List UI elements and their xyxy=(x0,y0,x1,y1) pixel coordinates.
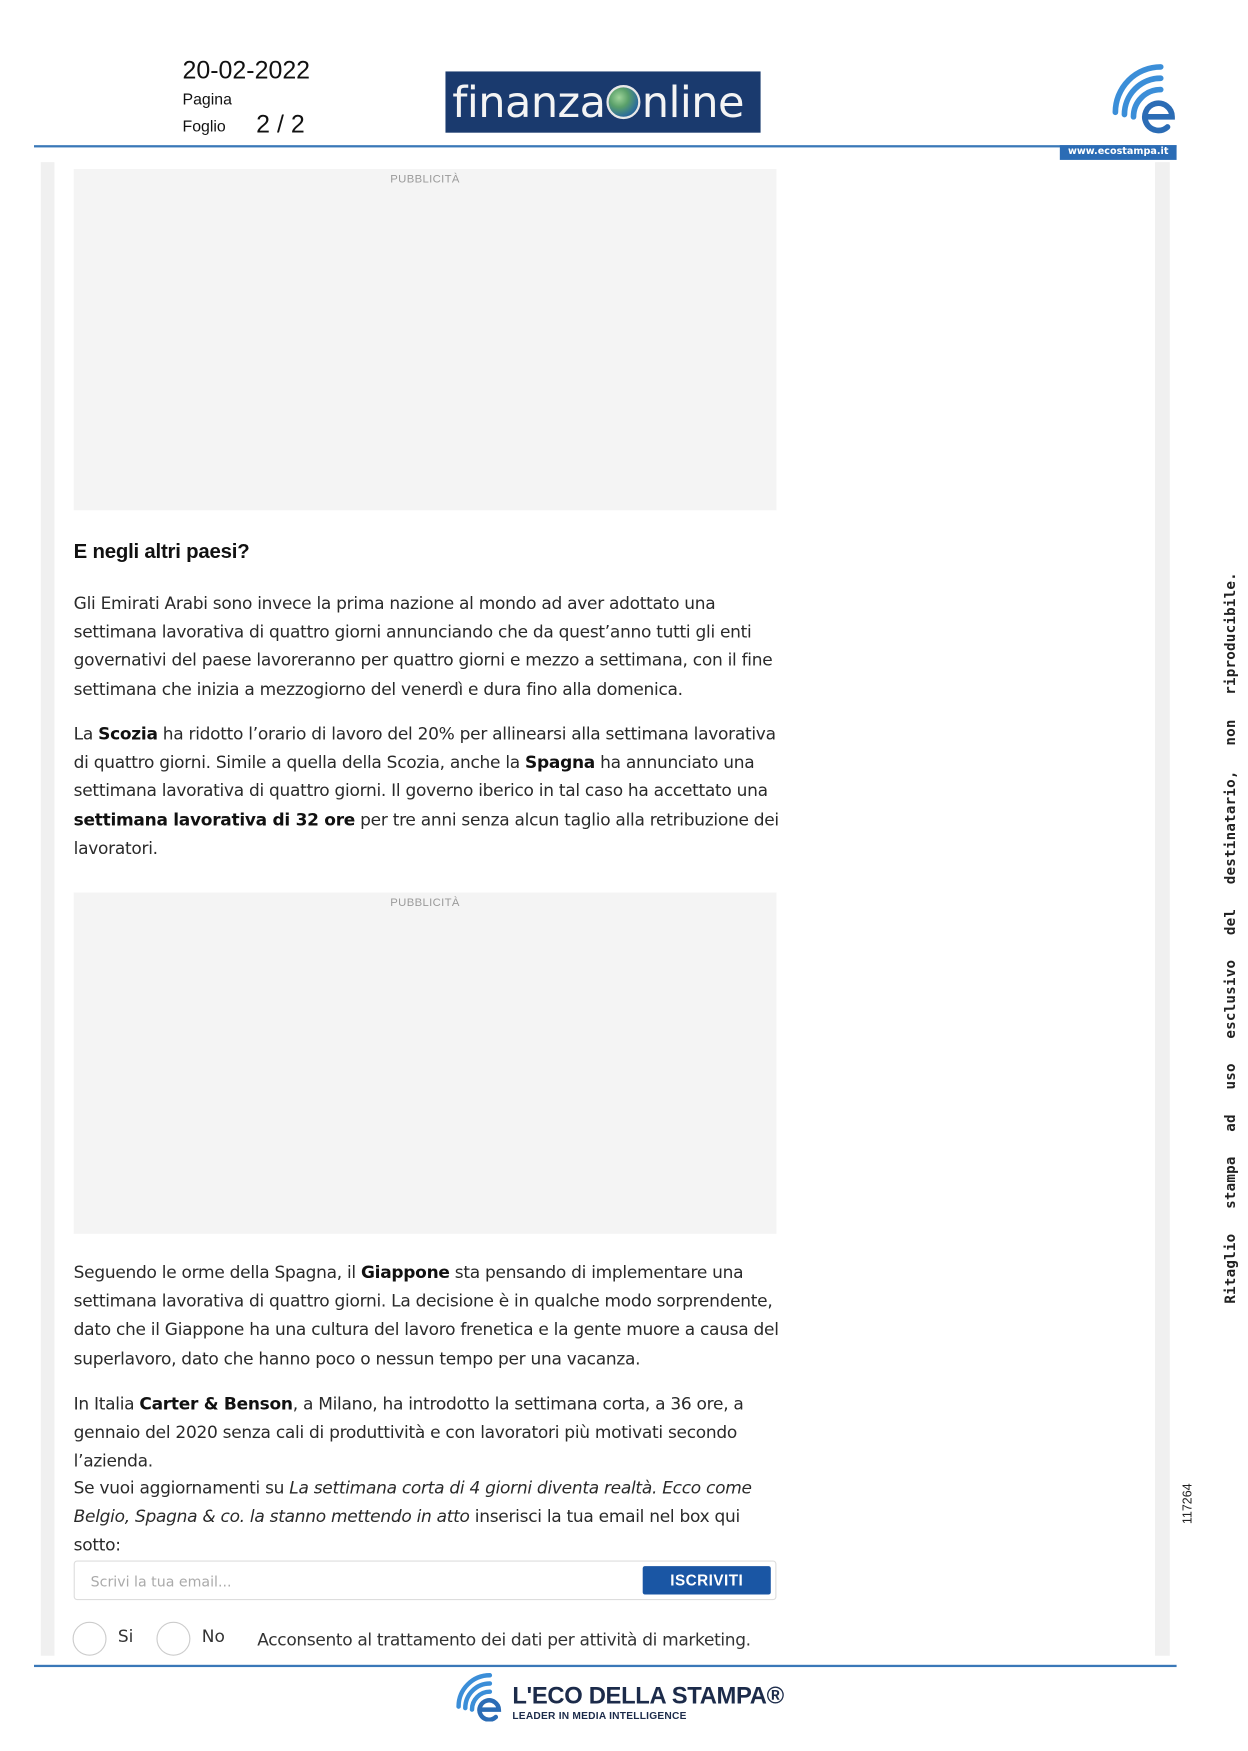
consent-no-radio[interactable] xyxy=(156,1622,190,1656)
eco-stampa-logo-icon xyxy=(1102,58,1181,137)
eco-stampa-footer-icon xyxy=(451,1669,503,1721)
header-rule xyxy=(34,145,1177,147)
logo-text-right: nline xyxy=(641,77,744,128)
newsletter-prompt: Se vuoi aggiornamenti su La settimana corta di 4 giorni diventa realtà. Ecco come Belgio, Spagna & co. la stanno mettendo in atto inserisci la tua email nel box qui sotto: xyxy=(73,1477,752,1556)
bold-term: Scozia xyxy=(98,723,158,744)
consent-yes-label: Si xyxy=(117,1626,134,1647)
ad-slot xyxy=(74,893,777,1234)
footer-tagline: LEADER IN MEDIA INTELLIGENCE xyxy=(512,1710,687,1722)
article-paragraph: In Italia Carter & Benson, a Milano, ha introdotto la settimana corta, a 36 ore, a gennaio del 2020 senza cali di produttività e con lavoratori più motivati secondo l’azienda. xyxy=(73,1393,744,1472)
footer-brand: L'ECO DELLA STAMPA® xyxy=(512,1682,784,1710)
ecostampa-url: www.ecostampa.it xyxy=(1060,145,1177,160)
bold-term: settimana lavorativa di 32 ore xyxy=(73,809,356,830)
right-scrollbar-track xyxy=(1155,162,1170,1656)
article-title-link: La settimana corta di 4 giorni diventa realtà. Ecco come Belgio, Spagna & co. la stanno mettendo in atto xyxy=(73,1477,752,1527)
left-scrollbar-track xyxy=(41,162,55,1656)
ad-label: PUBBLICITÀ xyxy=(390,173,460,186)
clipping-date: 20-02-2022 xyxy=(182,55,311,84)
finanzaonline-logo xyxy=(445,71,760,132)
consent-text: Acconsento al trattamento dei dati per attività di marketing. xyxy=(257,1629,751,1651)
section-heading: E negli altri paesi? xyxy=(73,539,250,563)
clipping-code: 117264 xyxy=(1181,1483,1195,1525)
copyright-notice: Ritaglio stampa ad uso esclusivo del destinatario, non riproducibile. xyxy=(1221,572,1239,1304)
logo-text-left: finanza xyxy=(452,77,606,128)
article-paragraph: La Scozia ha ridotto l’orario di lavoro del 20% per allinearsi alla settimana lavorativa di quattro giorni. Simile a quella della Scozia, anche la Spagna ha annunciato una settimana lavorativa di quattro giorni. Il governo iberico in tal caso ha accettato una settimana lavorativa di 32 ore per tre anni senza alcun taglio alla retribuzione dei lavoratori. xyxy=(73,723,779,859)
consent-no-label: No xyxy=(201,1626,225,1647)
foglio-value: 2 / 2 xyxy=(256,110,305,139)
article-paragraph: Seguendo le orme della Spagna, il Giappone sta pensando di implementare una settimana lavorativa di quattro giorni. La decisione è in qualche modo sorprendente, dato che il Giappone ha una cultura del lavoro frenetica e la gente muore a causa del superlavoro, dato che hanno poco o nessun tempo per una vacanza. xyxy=(73,1262,779,1369)
bold-term: Giappone xyxy=(361,1262,450,1283)
globe-icon xyxy=(607,85,641,119)
email-input[interactable] xyxy=(91,1570,635,1593)
ad-label: PUBBLICITÀ xyxy=(390,897,460,910)
pagina-label: Pagina xyxy=(182,89,232,108)
newsletter-form xyxy=(74,1560,777,1600)
ad-slot xyxy=(74,169,777,510)
foglio-label: Foglio xyxy=(182,116,226,135)
bold-term: Carter & Benson xyxy=(139,1393,293,1415)
bold-term: Spagna xyxy=(525,752,595,773)
article-paragraph: Gli Emirati Arabi sono invece la prima nazione al mondo ad aver adottato una settimana lavorativa di quattro giorni annunciando che da quest’anno tutti gli enti governativi del paese lavoreranno per quattro giorni e mezzo a settimana, con il fine settimana che inizia a mezzogiorno del venerdì e dura fino alla domenica. xyxy=(73,593,773,700)
subscribe-button[interactable]: ISCRIVITI xyxy=(643,1566,771,1594)
consent-yes-radio[interactable] xyxy=(73,1622,107,1656)
footer-rule xyxy=(34,1665,1177,1667)
